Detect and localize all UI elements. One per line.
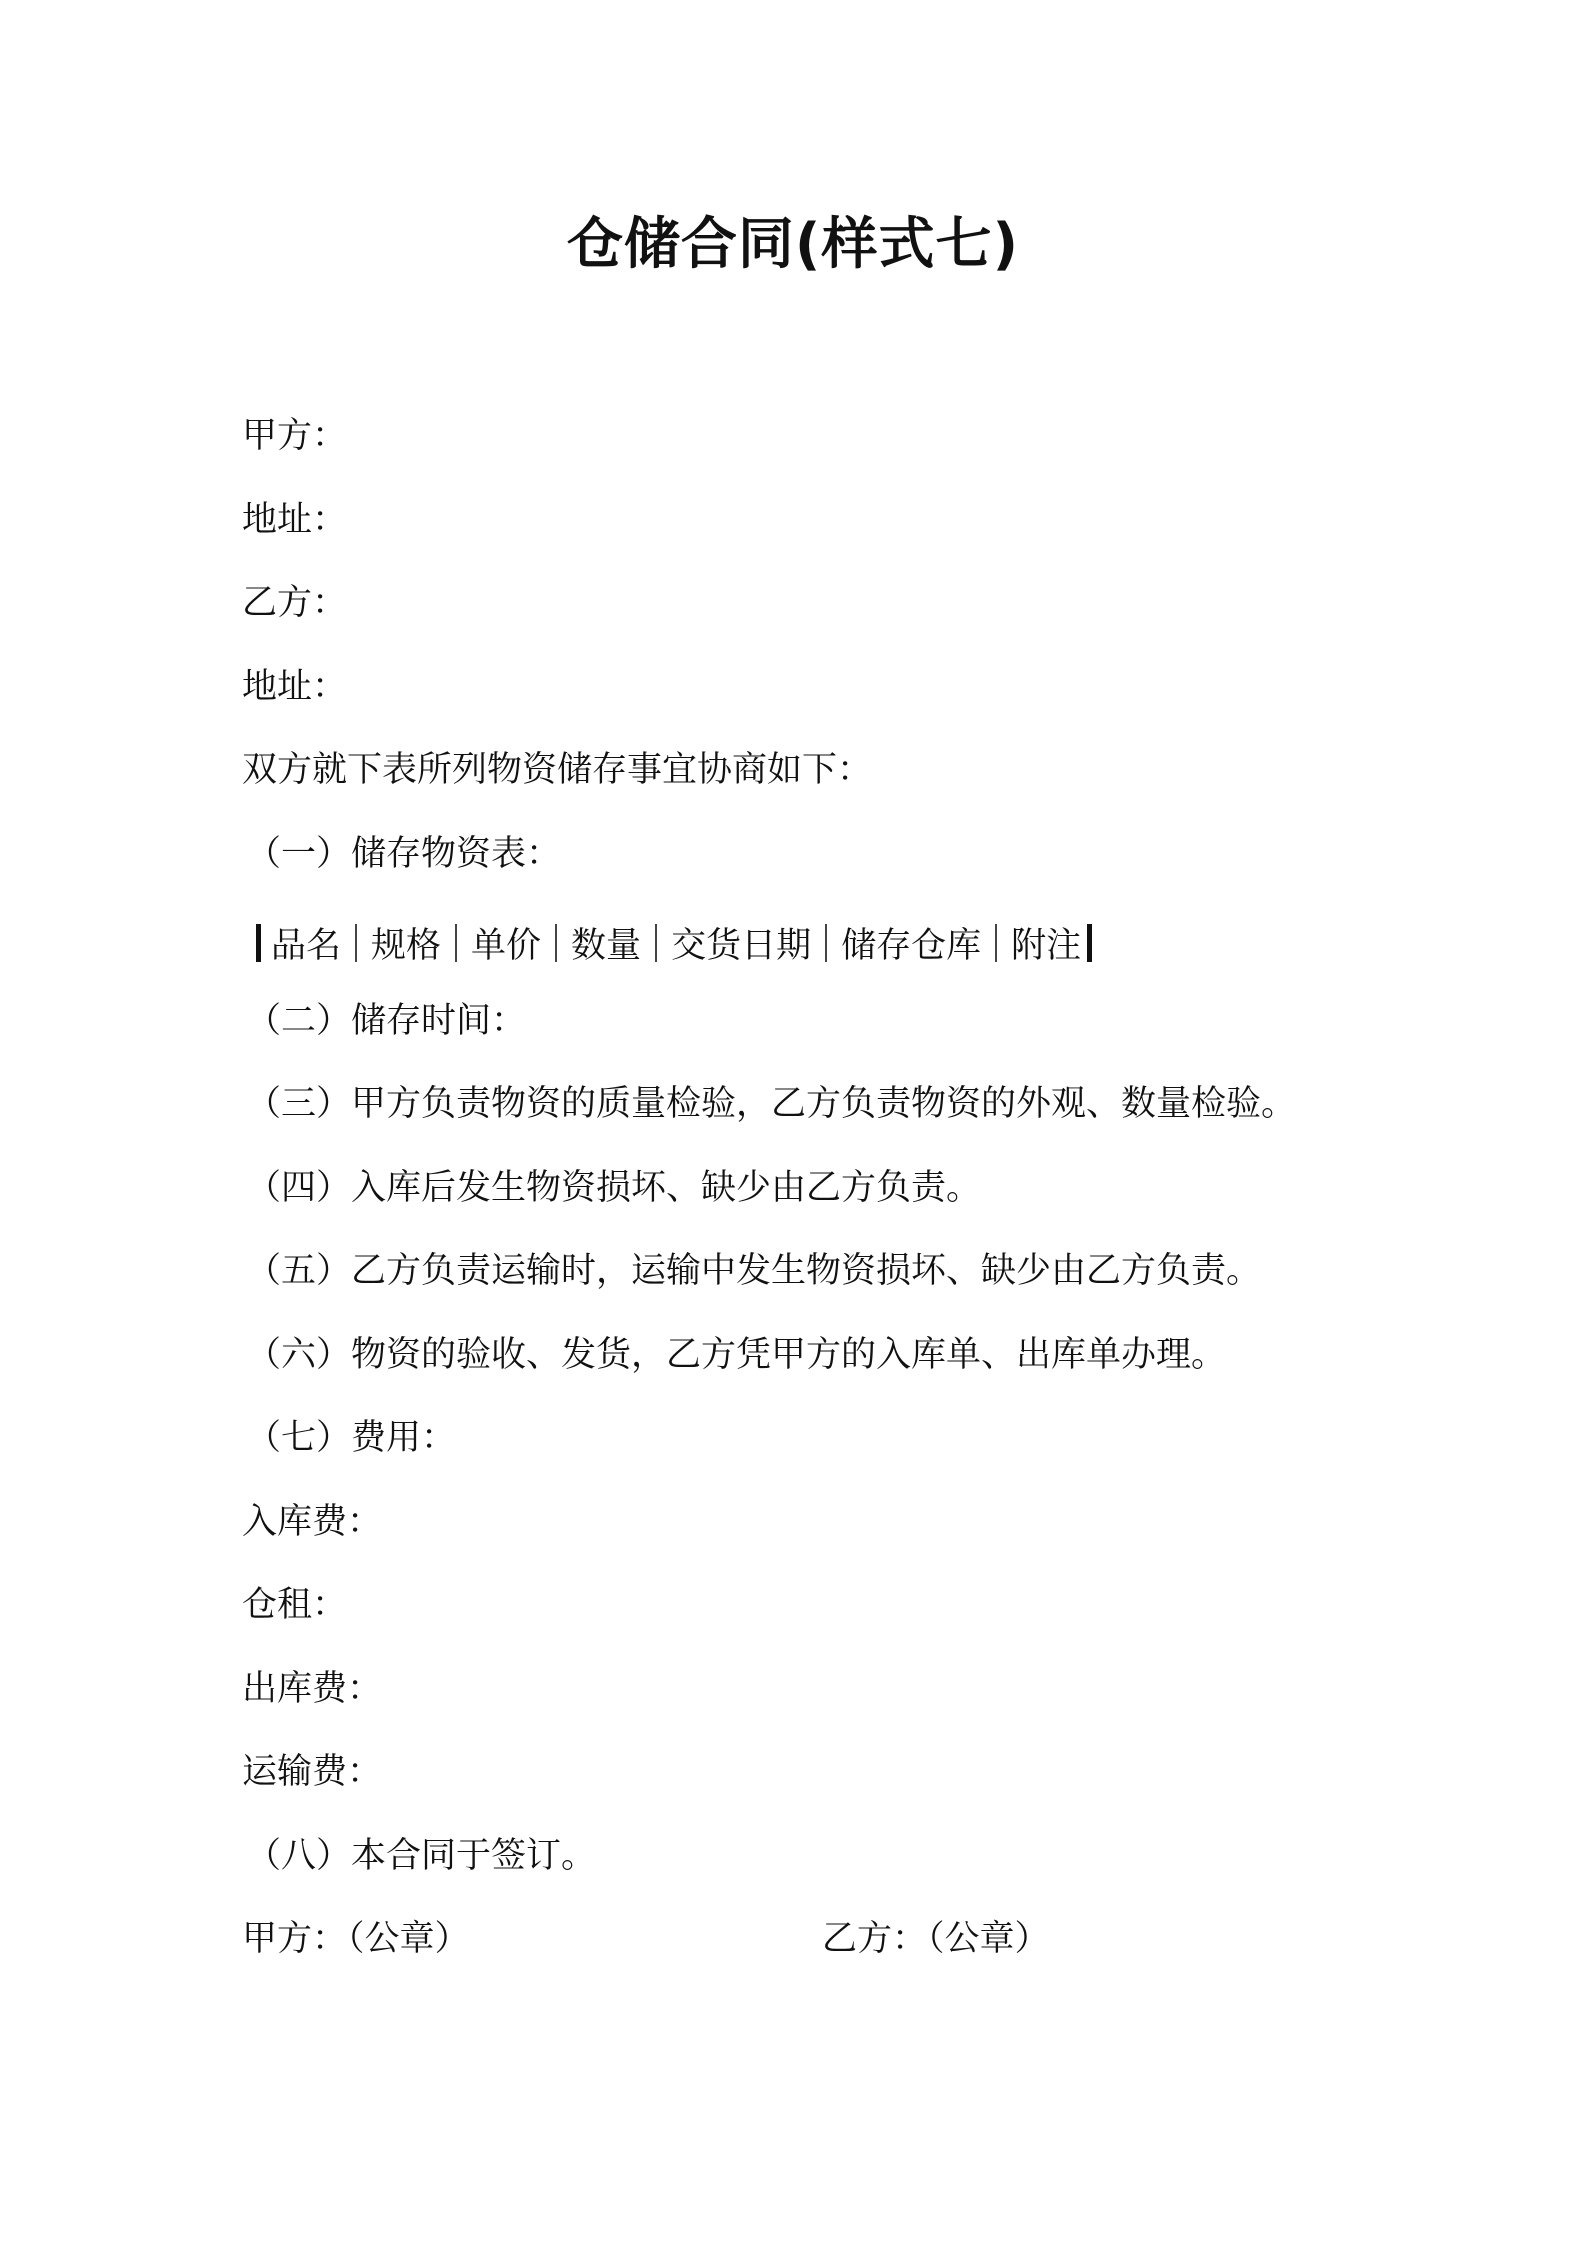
table-divider <box>555 924 557 962</box>
clause-7: （七）费用： <box>246 1418 457 1458</box>
fee-rent-line: 仓租： <box>242 1585 348 1625</box>
address-b-line: 地址： <box>242 666 348 707</box>
fee-in-line: 入库费： <box>242 1501 383 1542</box>
clause-3: （三）甲方负责物资的质量检验，乙方负责物资的外观、数量检验。 <box>246 1084 1297 1124</box>
table-divider <box>655 924 657 962</box>
clause-4: （四）入库后发生物资损坏、缺少由乙方负责。 <box>246 1167 982 1208</box>
signature-party-a: 甲方：（公章） <box>242 1919 470 1959</box>
signature-row <box>242 1903 1392 1987</box>
document-body <box>242 400 1392 1987</box>
party-a-line: 甲方： <box>242 416 348 456</box>
address-a-line: 地址： <box>242 499 348 540</box>
clause-1: （一）储存物资表： <box>246 833 562 874</box>
table-header-cell: 规格 <box>371 925 442 966</box>
signature-party-b: 乙方：（公章） <box>822 1919 1050 1959</box>
document-title: 仓储合同(样式七) <box>566 212 1020 277</box>
table-divider <box>455 924 457 962</box>
storage-table-header-row <box>242 901 1392 985</box>
table-header-cell: 数量 <box>571 925 642 966</box>
clause-2: （二）储存时间： <box>246 1000 527 1041</box>
table-divider <box>355 924 357 962</box>
table-border-left <box>256 924 261 962</box>
table-divider <box>995 924 997 962</box>
intro-line: 双方就下表所列物资储存事宜协商如下： <box>242 750 873 790</box>
table-header-cell: 单价 <box>471 925 542 966</box>
fee-transport-line: 运输费： <box>242 1752 383 1792</box>
table-header-cell: 品名 <box>271 925 342 966</box>
table-header-cell: 附注 <box>1011 925 1082 966</box>
fee-out-line: 出库费： <box>242 1668 383 1709</box>
table-divider <box>825 924 827 962</box>
clause-8: （八）本合同于签订。 <box>246 1835 597 1876</box>
clause-6: （六）物资的验收、发货，乙方凭甲方的入库单、出库单办理。 <box>246 1334 1227 1375</box>
table-border-right <box>1087 924 1092 962</box>
clause-5: （五）乙方负责运输时，运输中发生物资损坏、缺少由乙方负责。 <box>246 1251 1262 1291</box>
party-b-line: 乙方： <box>242 583 348 623</box>
table-header-cell: 交货日期 <box>671 925 812 966</box>
table-header-cell: 储存仓库 <box>841 925 982 966</box>
